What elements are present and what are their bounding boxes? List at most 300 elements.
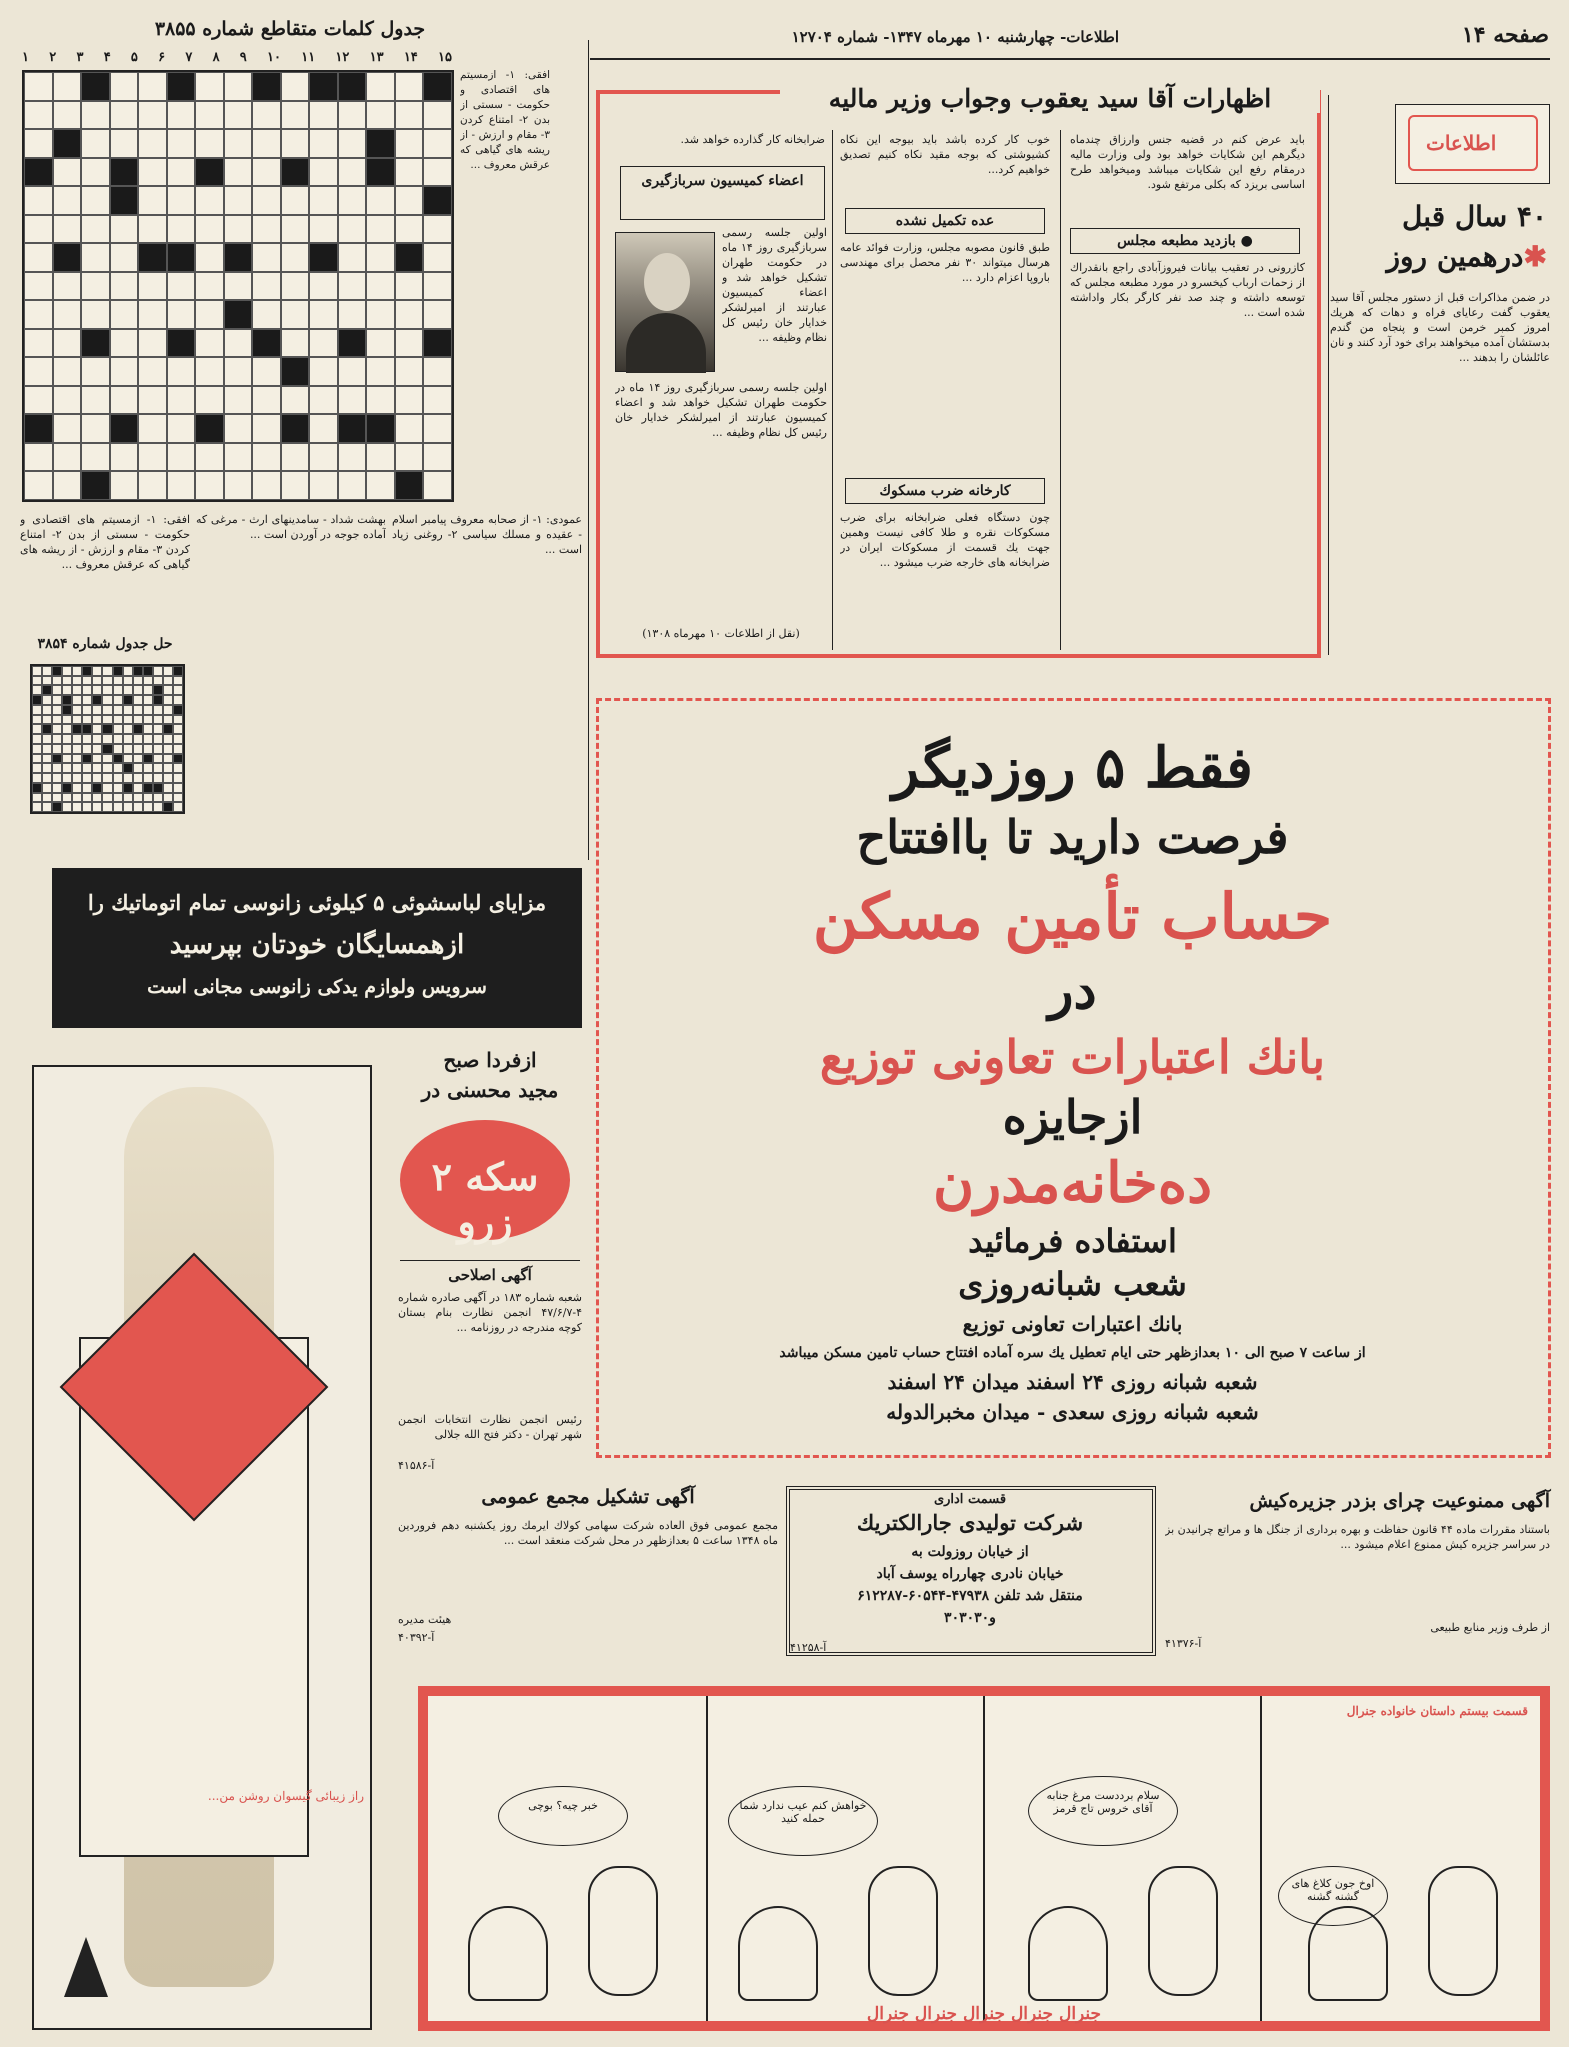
assembly-code: آ-۴۰۳۹۲	[398, 1631, 435, 1644]
crossword-cell	[113, 695, 123, 705]
crossword-cell	[163, 676, 173, 686]
crossword-cell	[143, 754, 153, 764]
crossword-cell	[52, 724, 62, 734]
crossword-cell	[281, 72, 310, 101]
crossword-cell	[195, 357, 224, 386]
section-rule	[400, 1260, 580, 1261]
crossword-cell	[110, 243, 139, 272]
crossword-cell	[42, 676, 52, 686]
crossword-cell	[53, 357, 82, 386]
crossword-cell	[173, 754, 183, 764]
crossword-cell	[138, 186, 167, 215]
crossword-cell	[102, 676, 112, 686]
crossword-cell	[366, 215, 395, 244]
crossword-cell	[366, 414, 395, 443]
crossword-cell	[252, 471, 281, 500]
crossword-cell	[167, 386, 196, 415]
crossword-cell	[252, 272, 281, 301]
crossword-cell	[42, 773, 52, 783]
subhead-commission: اعضاء كمیسیون سربازگیری	[620, 166, 825, 220]
crossword-cell	[366, 300, 395, 329]
jaral-line1: از خیابان روزولت به	[911, 1544, 1029, 1560]
crossword-cell	[62, 724, 72, 734]
cartoon-panel-2	[983, 1696, 1260, 2021]
crossword-cell	[62, 802, 72, 812]
crossword-cell	[82, 744, 92, 754]
ad-line1: فقط ۵ روزدیگر	[892, 735, 1253, 801]
crossword-cell	[24, 357, 53, 386]
crossword-cell	[110, 215, 139, 244]
crossword-cell	[153, 783, 163, 793]
crossword-cell	[366, 243, 395, 272]
crossword-cell	[72, 724, 82, 734]
article-col3: اولین جلسه رسمی سربازگیری روز ۱۴ ماه در حكومت طهران تشكیل خواهد شد و اعضاء كمیسیون عبارتند از امیرلشكر خدایار خان رئیس كل نظام وظیفه ...	[722, 226, 827, 344]
crossword-cell	[153, 773, 163, 783]
crossword-cell	[53, 300, 82, 329]
crossword-cell	[110, 329, 139, 358]
source-note: (نقل از اطلاعات ۱۰ مهرماه ۱۳۰۸)	[642, 627, 800, 640]
zanussi-line2: ازهمسایگان خودتان بپرسید	[169, 930, 465, 960]
crossword-cell	[81, 72, 110, 101]
ad-line3: حساب تأمین مسكن	[812, 880, 1333, 953]
crossword-cell	[52, 763, 62, 773]
crossword-cell	[42, 802, 52, 812]
crossword-cell	[92, 793, 102, 803]
crossword-cell	[395, 272, 424, 301]
crossword-cell	[423, 186, 452, 215]
crossword-cell	[53, 386, 82, 415]
crossword-cell	[110, 72, 139, 101]
crossword-title: جدول كلمات متقاطع شماره ۳۸۵۵	[154, 18, 426, 40]
crossword-cell	[42, 705, 52, 715]
crossword-cell	[42, 695, 52, 705]
crossword-cell	[167, 186, 196, 215]
crossword-grid	[22, 70, 454, 502]
crossword-cell	[102, 802, 112, 812]
crossword-cell	[138, 272, 167, 301]
crossword-cell	[102, 724, 112, 734]
crossword-cell	[52, 705, 62, 715]
crossword-cell	[52, 685, 62, 695]
crossword-cell	[224, 186, 253, 215]
crossword-cell	[92, 783, 102, 793]
crossword-cell	[224, 471, 253, 500]
sidebar-title-1: ۴۰ سال قبل	[1402, 200, 1547, 233]
fox-character	[1028, 1906, 1108, 2001]
crossword-cell	[133, 695, 143, 705]
crossword-cell	[133, 793, 143, 803]
crossword-cell	[62, 744, 72, 754]
rooster-character	[588, 1866, 658, 1996]
crossword-cell	[113, 705, 123, 715]
crossword-cell	[113, 715, 123, 725]
crossword-cell	[153, 695, 163, 705]
panel4-bubble: خبر چیه؟ بوچی	[498, 1786, 628, 1846]
panel3-bubble: خواهش كنم عیب ندارد شما حمله كنید	[728, 1786, 878, 1856]
crossword-cell	[92, 754, 102, 764]
crossword-cell	[113, 802, 123, 812]
crossword-cell	[338, 272, 367, 301]
crossword-cell	[167, 414, 196, 443]
crossword-cell	[309, 471, 338, 500]
crossword-cell	[224, 443, 253, 472]
ad-line5: بانك اعتبارات تعاونی توزیع	[819, 1030, 1326, 1084]
crossword-cell	[24, 243, 53, 272]
crossword-cell	[224, 72, 253, 101]
crossword-cell	[143, 695, 153, 705]
crossword-cell	[224, 357, 253, 386]
crossword-cell	[366, 471, 395, 500]
crossword-cell	[102, 773, 112, 783]
crossword-cell	[423, 243, 452, 272]
crossword-cell	[395, 300, 424, 329]
crossword-cell	[32, 685, 42, 695]
crossword-cell	[395, 443, 424, 472]
crossword-cell	[224, 158, 253, 187]
crossword-cell	[173, 715, 183, 725]
crossword-cell	[82, 715, 92, 725]
crossword-cell	[338, 158, 367, 187]
crossword-cell	[123, 734, 133, 744]
crossword-cell	[24, 471, 53, 500]
crossword-cell	[309, 386, 338, 415]
crossword-cell	[252, 72, 281, 101]
crossword-cell	[366, 272, 395, 301]
crossword-cell	[82, 666, 92, 676]
article-col3-top: ضرابخانه كار گذارده خواهد شد.	[680, 133, 825, 146]
crossword-cell	[338, 443, 367, 472]
crossword-cell	[62, 793, 72, 803]
crossword-cell	[309, 186, 338, 215]
jaral-dept: قسمت اداری	[933, 1492, 1007, 1507]
crossword-cell	[32, 705, 42, 715]
crossword-cell	[133, 754, 143, 764]
crossword-cell	[143, 685, 153, 695]
crossword-cell	[123, 763, 133, 773]
crossword-cell	[395, 158, 424, 187]
crossword-cell	[92, 744, 102, 754]
crossword-cell	[42, 793, 52, 803]
crossword-cell	[133, 685, 143, 695]
crossword-cell	[53, 186, 82, 215]
crossword-cell	[423, 272, 452, 301]
crossword-cell	[309, 243, 338, 272]
crossword-cell	[133, 734, 143, 744]
crossword-cell	[423, 129, 452, 158]
crossword-cell	[62, 783, 72, 793]
crossword-cell	[52, 715, 62, 725]
crossword-cell	[163, 695, 173, 705]
crossword-cell	[110, 443, 139, 472]
crossword-cell	[24, 215, 53, 244]
ad-line11: از ساعت ۷ صبح الی ۱۰ بعدازظهر حتی ایام تعطیل یك سره آماده افتتاح حساب تامین مسكن میباشد	[779, 1345, 1366, 1361]
ad-line2: فرصت دارید تا باافتتاح	[856, 810, 1289, 864]
crossword-cell	[81, 471, 110, 500]
cinema-title: سكه ۲ زرو	[431, 1154, 539, 1244]
page-label: صفحه ۱۴	[1461, 22, 1549, 48]
crossword-cell	[52, 802, 62, 812]
hair-ad-caption: راز زیبائی گیسوان روشن من...	[207, 1789, 364, 1803]
crossword-cell	[153, 715, 163, 725]
crossword-cell	[224, 414, 253, 443]
ad-line7: ده‌خانه‌مدرن	[932, 1150, 1213, 1216]
crossword-cell	[53, 471, 82, 500]
crossword-cell	[143, 783, 153, 793]
crossword-cell	[62, 676, 72, 686]
crossword-cell	[143, 715, 153, 725]
crossword-cell	[52, 754, 62, 764]
crossword-cell	[133, 773, 143, 783]
crossword-cell	[62, 773, 72, 783]
crossword-cell	[281, 414, 310, 443]
crossword-cell	[123, 676, 133, 686]
cartoon-strip	[418, 1686, 1550, 2031]
crossword-cell	[395, 357, 424, 386]
crossword-cell	[138, 357, 167, 386]
crossword-cell	[252, 357, 281, 386]
crossword-cell	[143, 676, 153, 686]
crossword-cell	[153, 754, 163, 764]
crossword-cell	[143, 802, 153, 812]
crossword-cell	[167, 158, 196, 187]
crossword-cell	[92, 715, 102, 725]
crossword-cell	[32, 676, 42, 686]
crossword-cell	[163, 763, 173, 773]
star-icon: ✱	[1523, 240, 1547, 273]
crossword-cell	[81, 443, 110, 472]
crossword-cell	[252, 101, 281, 130]
crossword-cell	[92, 724, 102, 734]
crossword-cell	[42, 724, 52, 734]
cinema-title-badge	[400, 1120, 570, 1244]
crossword-cell	[133, 715, 143, 725]
crossword-cell	[32, 793, 42, 803]
crossword-cell	[92, 666, 102, 676]
assembly-sign: هیئت مدیره	[398, 1613, 452, 1626]
assembly-title: آگهی تشكیل مجمع عمومی	[481, 1486, 695, 1508]
fox-character	[738, 1906, 818, 2001]
crossword-cell	[138, 443, 167, 472]
crossword-cell	[53, 443, 82, 472]
crossword-cell	[138, 158, 167, 187]
crossword-cell	[123, 793, 133, 803]
crossword-cell	[173, 705, 183, 715]
crossword-cell	[53, 101, 82, 130]
crossword-cell	[92, 705, 102, 715]
crossword-cell	[113, 754, 123, 764]
crossword-cell	[153, 744, 163, 754]
crossword-cell	[81, 186, 110, 215]
crossword-cell	[281, 386, 310, 415]
crossword-cell	[167, 129, 196, 158]
article-col1b: كازرونی در تعقیب بیانات فیروزآبادی راجع بانقدراك از زحمات ارباب كیخسرو در مورد مطبعه مجلس كه توسعه داشته و چند صد نفر كارگر بكار واداشته شده است ...	[1070, 261, 1305, 319]
crossword-cell	[195, 243, 224, 272]
crossword-cell	[92, 695, 102, 705]
crossword-cell	[32, 754, 42, 764]
crossword-cell	[102, 763, 112, 773]
crossword-cell	[42, 744, 52, 754]
crossword-cell	[32, 783, 42, 793]
crossword-cell	[52, 676, 62, 686]
crossword-cell	[153, 676, 163, 686]
crossword-cell	[42, 685, 52, 695]
sidebar-title-2: ✱درهمین روز	[1386, 240, 1547, 273]
solution-grid	[30, 664, 185, 814]
ad-line9: شعب شبانه‌روزی	[958, 1265, 1187, 1303]
crossword-cell	[110, 101, 139, 130]
crossword-cell	[81, 129, 110, 158]
zanussi-line3: سرویس ولوازم یدكی زانوسی مجانی است	[147, 976, 487, 998]
crossword-cell	[52, 695, 62, 705]
crossword-cell	[81, 386, 110, 415]
crossword-cell	[102, 695, 112, 705]
crossword-cell	[173, 724, 183, 734]
crossword-cell	[163, 715, 173, 725]
crossword-cell	[173, 773, 183, 783]
crossword-cell	[163, 724, 173, 734]
crossword-cell	[123, 715, 133, 725]
crossword-cell	[123, 744, 133, 754]
crossword-cell	[195, 101, 224, 130]
crossword-cell	[366, 101, 395, 130]
crossword-cell	[281, 101, 310, 130]
crossword-cell	[72, 802, 82, 812]
crossword-cell	[113, 676, 123, 686]
crossword-cell	[113, 763, 123, 773]
crossword-cell	[32, 666, 42, 676]
crossword-cell	[110, 186, 139, 215]
crossword-cell	[195, 129, 224, 158]
crossword-cell	[163, 705, 173, 715]
crossword-cell	[195, 72, 224, 101]
crossword-cell	[113, 744, 123, 754]
cartoon-panel-1	[1260, 1696, 1540, 2021]
crossword-cell	[92, 773, 102, 783]
crossword-cell	[309, 329, 338, 358]
crossword-cell	[123, 695, 133, 705]
crossword-cell	[138, 129, 167, 158]
crossword-cell	[133, 705, 143, 715]
crossword-cell	[167, 243, 196, 272]
crossword-cell	[138, 300, 167, 329]
crossword-cell	[133, 676, 143, 686]
crossword-cell	[173, 763, 183, 773]
rooster-character	[868, 1866, 938, 1996]
crossword-cell	[395, 329, 424, 358]
crossword-cell	[423, 414, 452, 443]
crossword-cell	[395, 386, 424, 415]
jaral-code: آ-۴۱۲۵۸	[790, 1641, 827, 1654]
solution-title: حل جدول شماره ۳۸۵۴	[37, 636, 173, 652]
crossword-cell	[281, 215, 310, 244]
crossword-cell	[195, 272, 224, 301]
crossword-cell	[72, 783, 82, 793]
crossword-cell	[153, 666, 163, 676]
crossword-cell	[102, 734, 112, 744]
hair-product-ad	[32, 1065, 372, 2030]
crossword-cell	[133, 666, 143, 676]
crossword-cell	[163, 802, 173, 812]
crossword-cell	[309, 129, 338, 158]
crossword-cell	[53, 329, 82, 358]
crossword-cell	[309, 272, 338, 301]
crossword-cell	[72, 695, 82, 705]
ad-line12: شعبه شبانه روزی ۲۴ اسفند میدان ۲۴ اسفند	[887, 1370, 1258, 1394]
crossword-cell	[81, 101, 110, 130]
crossword-cell	[338, 129, 367, 158]
crossword-cell	[153, 802, 163, 812]
rooster-character	[1428, 1866, 1498, 1996]
crossword-cell	[252, 300, 281, 329]
crossword-cell	[102, 783, 112, 793]
crossword-cell	[252, 386, 281, 415]
crossword-cell	[143, 773, 153, 783]
cartoon-footer: جنرال جنرال جنرال جنرال جنرال	[866, 2004, 1102, 2024]
crossword-clues-across: افقی: ۱- ازمسیتم های اقتصادی و حكومت - سستی از بدن ۲- امتناع كردن ۳- مقام و ارزش - از ریشه های گیاهی كه عرقش معروف ...	[460, 69, 550, 171]
crossword-cell	[24, 158, 53, 187]
fox-character	[1308, 1906, 1388, 2001]
crossword-cell	[138, 414, 167, 443]
crossword-cell	[338, 215, 367, 244]
portrait-body	[626, 313, 706, 373]
crossword-cell	[423, 357, 452, 386]
crossword-extra: بهشت شداد - سامدینهای ارث - مرغی كه آماده جوجه در آوردن است ...	[196, 513, 386, 541]
crossword-cell	[224, 386, 253, 415]
correction-code: آ-۴۱۵۸۶	[398, 1459, 435, 1472]
crossword-cell	[224, 300, 253, 329]
crossword-cell	[309, 414, 338, 443]
crossword-cell	[53, 215, 82, 244]
crossword-cell	[62, 734, 72, 744]
crossword-cell	[153, 763, 163, 773]
crossword-cell	[252, 329, 281, 358]
crossword-cell	[252, 129, 281, 158]
crossword-cell	[82, 783, 92, 793]
ad-line4: در	[1048, 960, 1097, 1021]
crossword-cell	[92, 763, 102, 773]
crossword-cell	[102, 715, 112, 725]
sidebar-logo	[1395, 104, 1550, 184]
panel1-bubble: اوخ جون كلاغ های گشنه گشنه	[1278, 1866, 1388, 1926]
crossword-cell	[338, 329, 367, 358]
crossword-cell	[173, 783, 183, 793]
crossword-cell	[395, 414, 424, 443]
crossword-cell	[82, 763, 92, 773]
crossword-cell	[42, 763, 52, 773]
crossword-cell	[338, 300, 367, 329]
crossword-cell	[72, 676, 82, 686]
crossword-cell	[72, 754, 82, 764]
crossword-cell	[423, 300, 452, 329]
crossword-cell	[42, 783, 52, 793]
crossword-cell	[224, 329, 253, 358]
crossword-cell	[167, 357, 196, 386]
crossword-cell	[224, 215, 253, 244]
crossword-cell	[123, 666, 133, 676]
cinema-line2: مجید محسنی در	[421, 1078, 559, 1102]
crossword-cell	[110, 386, 139, 415]
crossword-cell	[224, 129, 253, 158]
crossword-cell	[82, 695, 92, 705]
crossword-clues-down: عمودی: ۱- از صحابه معروف پیامبر اسلام - عقیده و مسلك سیاسی ۲- روغنی زیاد است ...	[392, 513, 582, 556]
crossword-cell	[113, 724, 123, 734]
crossword-cell	[82, 773, 92, 783]
crossword-cell	[338, 386, 367, 415]
crossword-cell	[252, 215, 281, 244]
crossword-cell	[24, 72, 53, 101]
crossword-cell	[163, 754, 173, 764]
article-col2: خوب كار كرده باشد باید بیوجه این نكاه كشیوشتی كه بوجه مقید نكاه كنیم تصدیق خواهیم كرد...	[840, 133, 1050, 176]
